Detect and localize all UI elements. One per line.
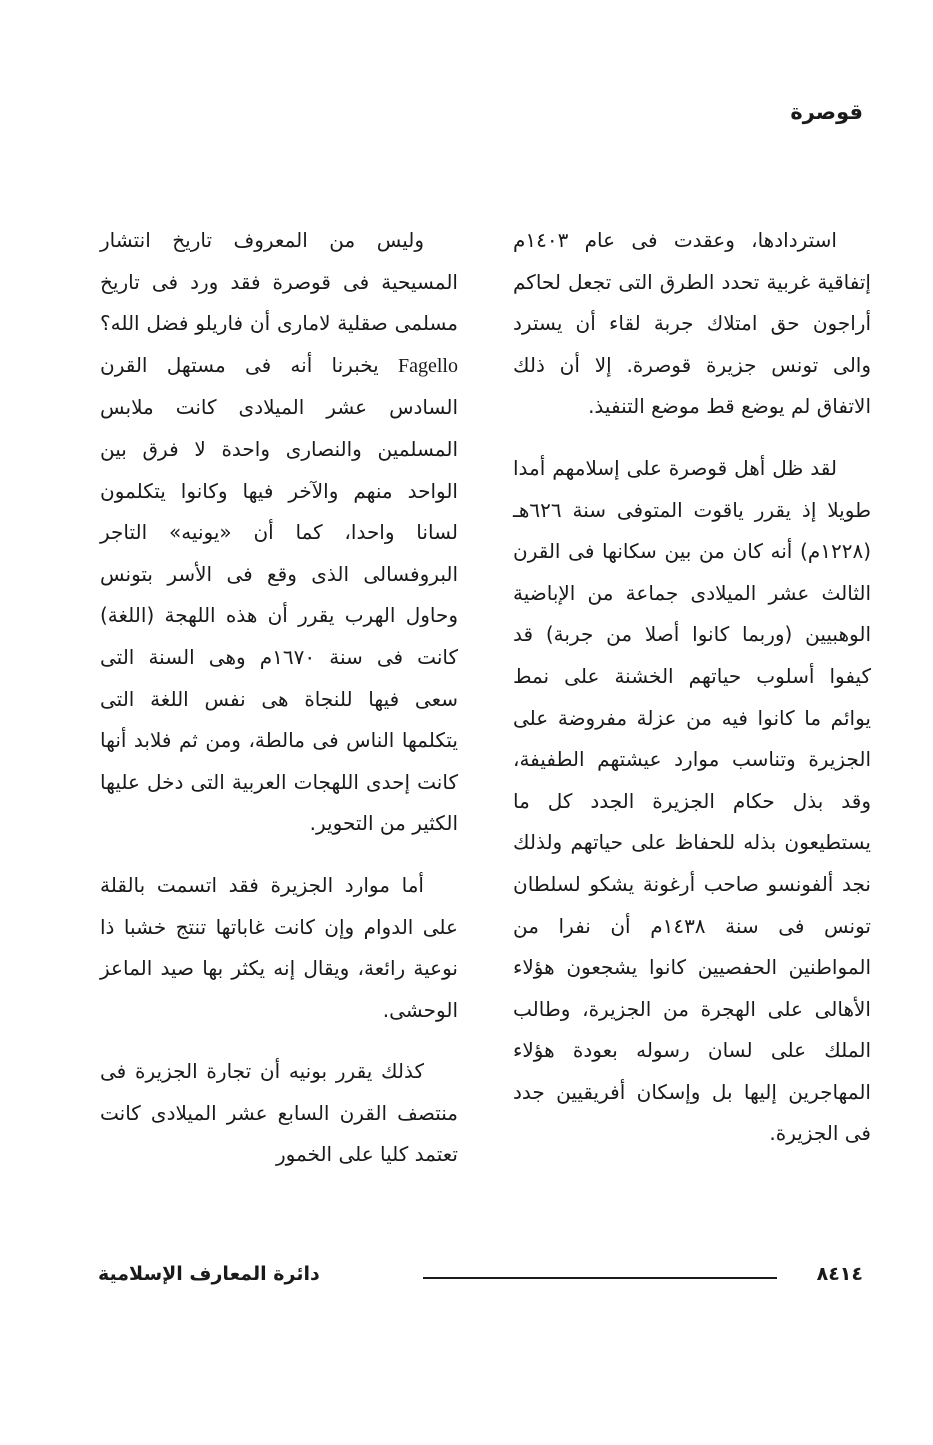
running-head: قوصرة [790,100,863,124]
left-paragraph-1-rest: يخبرنا أنه فى مستهل القرن السادس عشر الميلادى كانت ملابس المسلمين والنصارى واحدة لا فرق بين الواحد منهم والآخر فيها وكانوا يتكلمون لسانا واحدا، كما أن «يونيه» التاجر البروفسالى الذى وقع فى الأسر بتونس وحاول الهرب يقرر أن هذه اللهجة (اللغة) كانت فى سنة ١٦٧٠م وهى السنة التى سعى فيها للنجاة هى نفس اللغة التى يتكلمها الناس فى مالطة، ومن ثم فلابد أنها كانت إحدى اللهجات العربية التى دخل عليها الكثير من التحوير. [100,352,459,836]
left-paragraph-3: كذلك يقرر بونيه أن تجارة الجزيرة فى منتصف القرن السابع عشر الميلادى كانت تعتمد كليا على الخمور [100,1059,458,1167]
encyclopedia-title: دائرة المعارف الإسلامية [98,1263,320,1285]
footer-rule [423,1277,777,1279]
right-paragraph-1: استردادها، وعقدت فى عام ١٤٠٣م إتفاقية غربية تحدد الطرق التى تجعل لحاكم أراجون حق امتلاك جربة لقاء أن يسترد والى تونس جزيرة قوصرة. إلا أن ذلك الاتفاق لم يوضع قط موضع التنفيذ. [513,228,871,419]
left-paragraph-1 [100,220,458,845]
latin-name: Fagello [398,354,458,377]
page-footer [68,1263,863,1293]
left-column [100,220,458,1176]
right-column [513,220,871,1155]
page-number: ٨٤١٤ [816,1263,863,1285]
right-paragraph-2: لقد ظل أهل قوصرة على إسلامهم أمدا طويلا إذ يقرر ياقوت المتوفى سنة ٦٢٦هـ (١٢٢٨م) أنه كان من بين سكانها فى القرن الثالث عشر الميلادى جماعة من الإباضية الوهبيين (وربما كانوا أصلا من جربة) قد كيفوا أسلوب حياتهم الخشنة على نمط يوائم ما كانوا فيه من عزلة مفروضة على الجزيرة وتناسب موارد عيشتهم الطفيفة، وقد بذل حكام الجزيرة الجدد كل ما يستطيعون بذله للحفاظ على حياتهم ولذلك نجد ألفونسو صاحب أرغونة يشكو لسلطان تونس فى سنة ١٤٣٨م أن نفرا من المواطنين الحفصيين كانوا يشجعون هؤلاء الأهالى على الهجرة من الجزيرة، وطالب الملك على لسان رسوله بعودة هؤلاء المهاجرين إليها بل وإسكان أفريقيين جدد فى الجزيرة. [513,455,871,1146]
left-paragraph-2: أما موارد الجزيرة فقد اتسمت بالقلة على الدوام وإن كانت غاباتها تنتج خشبا ذا نوعية رائعة، ويقال إنه يكثر بها صيد الماعز الوحشى. [100,872,458,1022]
left-paragraph-1-start: وليس من المعروف تاريخ انتشار المسيحية فى قوصرة فقد ورد فى تاريخ مسلمى صقلية لامارى أن فاريلو فضل الله؟ [100,228,458,336]
